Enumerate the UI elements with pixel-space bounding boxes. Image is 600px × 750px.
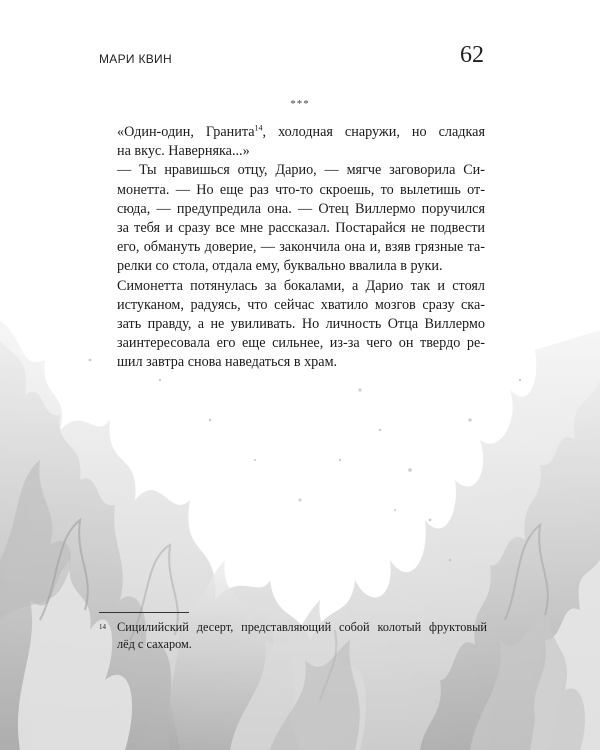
text-line: на вкус. Наверняка...» [117,143,250,160]
text-line: — Ты нравишься отцу, Дарио, — мягче заговорила Си- [117,162,485,179]
running-header-author: МАРИ КВИН [99,52,172,66]
footnote-text [117,619,487,653]
footnote [99,619,487,653]
text-line: «Один-один, Гранита$^{14}$, холодная снаружи, но сладкая [117,123,485,140]
footnote-reference: 14 [254,123,263,133]
text-line: шил завтра снова наведаться в храм. [117,354,338,371]
page-number: 62 [460,42,484,68]
text-line: заинтересовала его еще сильнее, из-за чего он твердо ре- [117,335,485,352]
body-text [117,123,485,373]
text-line: истуканом, радуясь, что сейчас хватило мозгов сразу ска- [117,296,485,313]
text-line: Симонетта потянулась за бокалами, а Дарио так и стоял [117,277,485,294]
footnote-number: 14 [99,623,106,631]
footnote-line: лёд с сахаром. [117,637,192,651]
text-line: сюда, — предупредила она. — Отец Виллермо поручился [117,200,485,217]
text-line: за тебя и сразу все мне рассказал. Постарайся не подвести [117,220,485,237]
text-line: монетта. — Но еще раз что-то скроешь, то вылетишь от- [117,181,485,198]
footnote-line: Сицилийский десерт, представляющий собой колотый фруктовый [117,620,487,634]
section-divider: *** [290,98,310,110]
text-line: зать правду, а не увиливать. Но личность Отца Виллермо [117,316,485,333]
text-line: его, обмануть доверие, — закончила она и, взяв грязные та- [117,239,485,256]
footnote-rule [99,612,189,613]
text-line: релки со стола, отдала ему, буквально ввалила в руки. [117,258,443,275]
